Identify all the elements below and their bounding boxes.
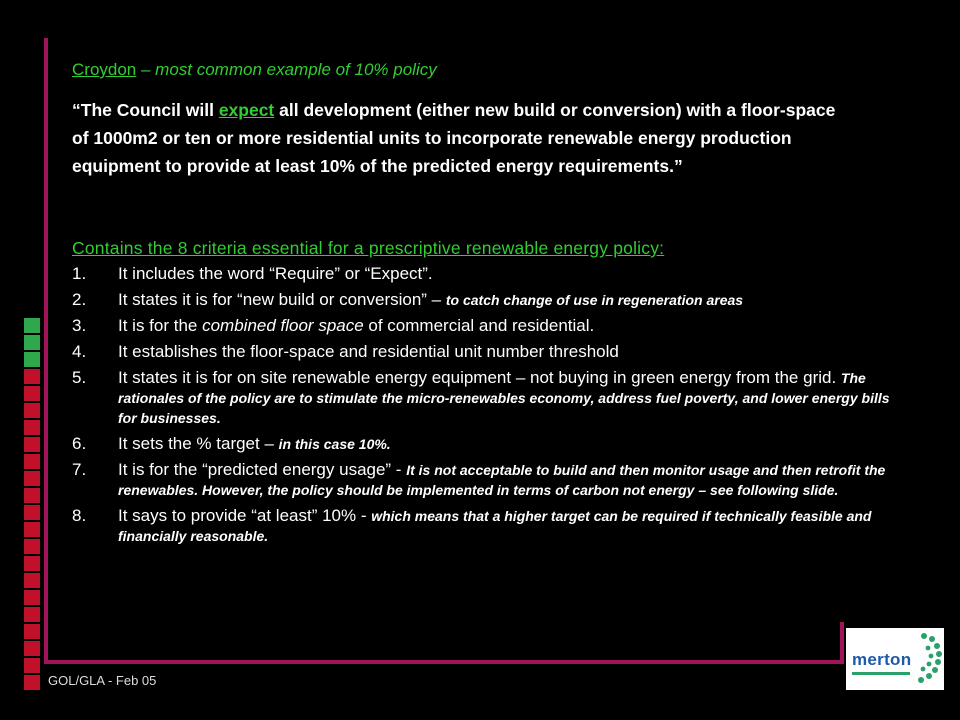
policy-quote [72,96,852,180]
list-text: It states it is for “new build or conversion” – [118,290,446,309]
list-item [72,506,902,546]
list-item [72,434,902,454]
list-note: which means that a higher target can be required if technically feasible and financially reasonable. [118,508,872,544]
criteria-heading: Contains the 8 criteria essential for a prescriptive renewable energy policy: [72,238,665,258]
list-text: It is for the “predicted energy usage” - [118,460,407,479]
quote-after: all development (either new build or conversion) with a floor-space of 1000m2 or ten or more residential units to incorporate renewable energy production equipment to provide at least 10% of the predicted energy requirements.” [72,100,836,176]
left-frame-line [44,38,48,664]
list-text: It is for the [118,316,203,335]
list-number: 8. [72,506,87,525]
list-number: 4. [72,342,87,361]
list-number: 2. [72,290,87,309]
quote-before: “The Council will [72,100,219,120]
list-item [72,264,902,284]
list-note: It is not acceptable to build and then monitor usage and then retrofit the renewables. However, the policy should be implemented in terms of carbon not energy – see following slide. [118,462,886,498]
list-item [72,460,902,500]
list-emphasis: combined floor space [202,316,364,335]
list-note: The rationales of the policy are to stimulate the micro-renewables economy, address fuel poverty, and lower energy bills for businesses. [118,370,890,426]
list-text: It sets the % target – [118,434,279,453]
criteria-list [72,264,902,552]
logo-swirl-icon [908,631,942,687]
list-number: 7. [72,460,87,479]
list-number: 6. [72,434,87,453]
quote-keyword: expect [218,100,275,120]
list-number: 1. [72,264,87,283]
title-place: Croydon [72,60,137,79]
list-item [72,342,902,362]
list-item [72,368,902,428]
list-note: to catch change of use in regeneration areas [445,292,744,308]
decorative-squares [24,318,42,692]
list-text: It says to provide “at least” 10% - [118,506,372,525]
list-text: of commercial and residential. [363,316,595,335]
slide-title [72,60,437,80]
footer-text: GOL/GLA - Feb 05 [48,673,157,688]
merton-logo [846,628,944,690]
list-text: It includes the word “Require” or “Expect”. [118,264,433,283]
list-text: It states it is for on site renewable energy equipment – not buying in green energy from the grid. [118,368,841,387]
list-text: It establishes the floor-space and residential unit number threshold [118,342,619,361]
list-note: in this case 10%. [278,436,391,452]
list-number: 5. [72,368,87,387]
logo-underline [852,672,910,675]
title-rest: – most common example of 10% policy [136,60,437,79]
list-item [72,316,902,336]
list-item [72,290,902,310]
list-number: 3. [72,316,87,335]
logo-text: merton [852,650,912,669]
right-frame-line [840,622,844,664]
bottom-frame-line [44,660,844,664]
